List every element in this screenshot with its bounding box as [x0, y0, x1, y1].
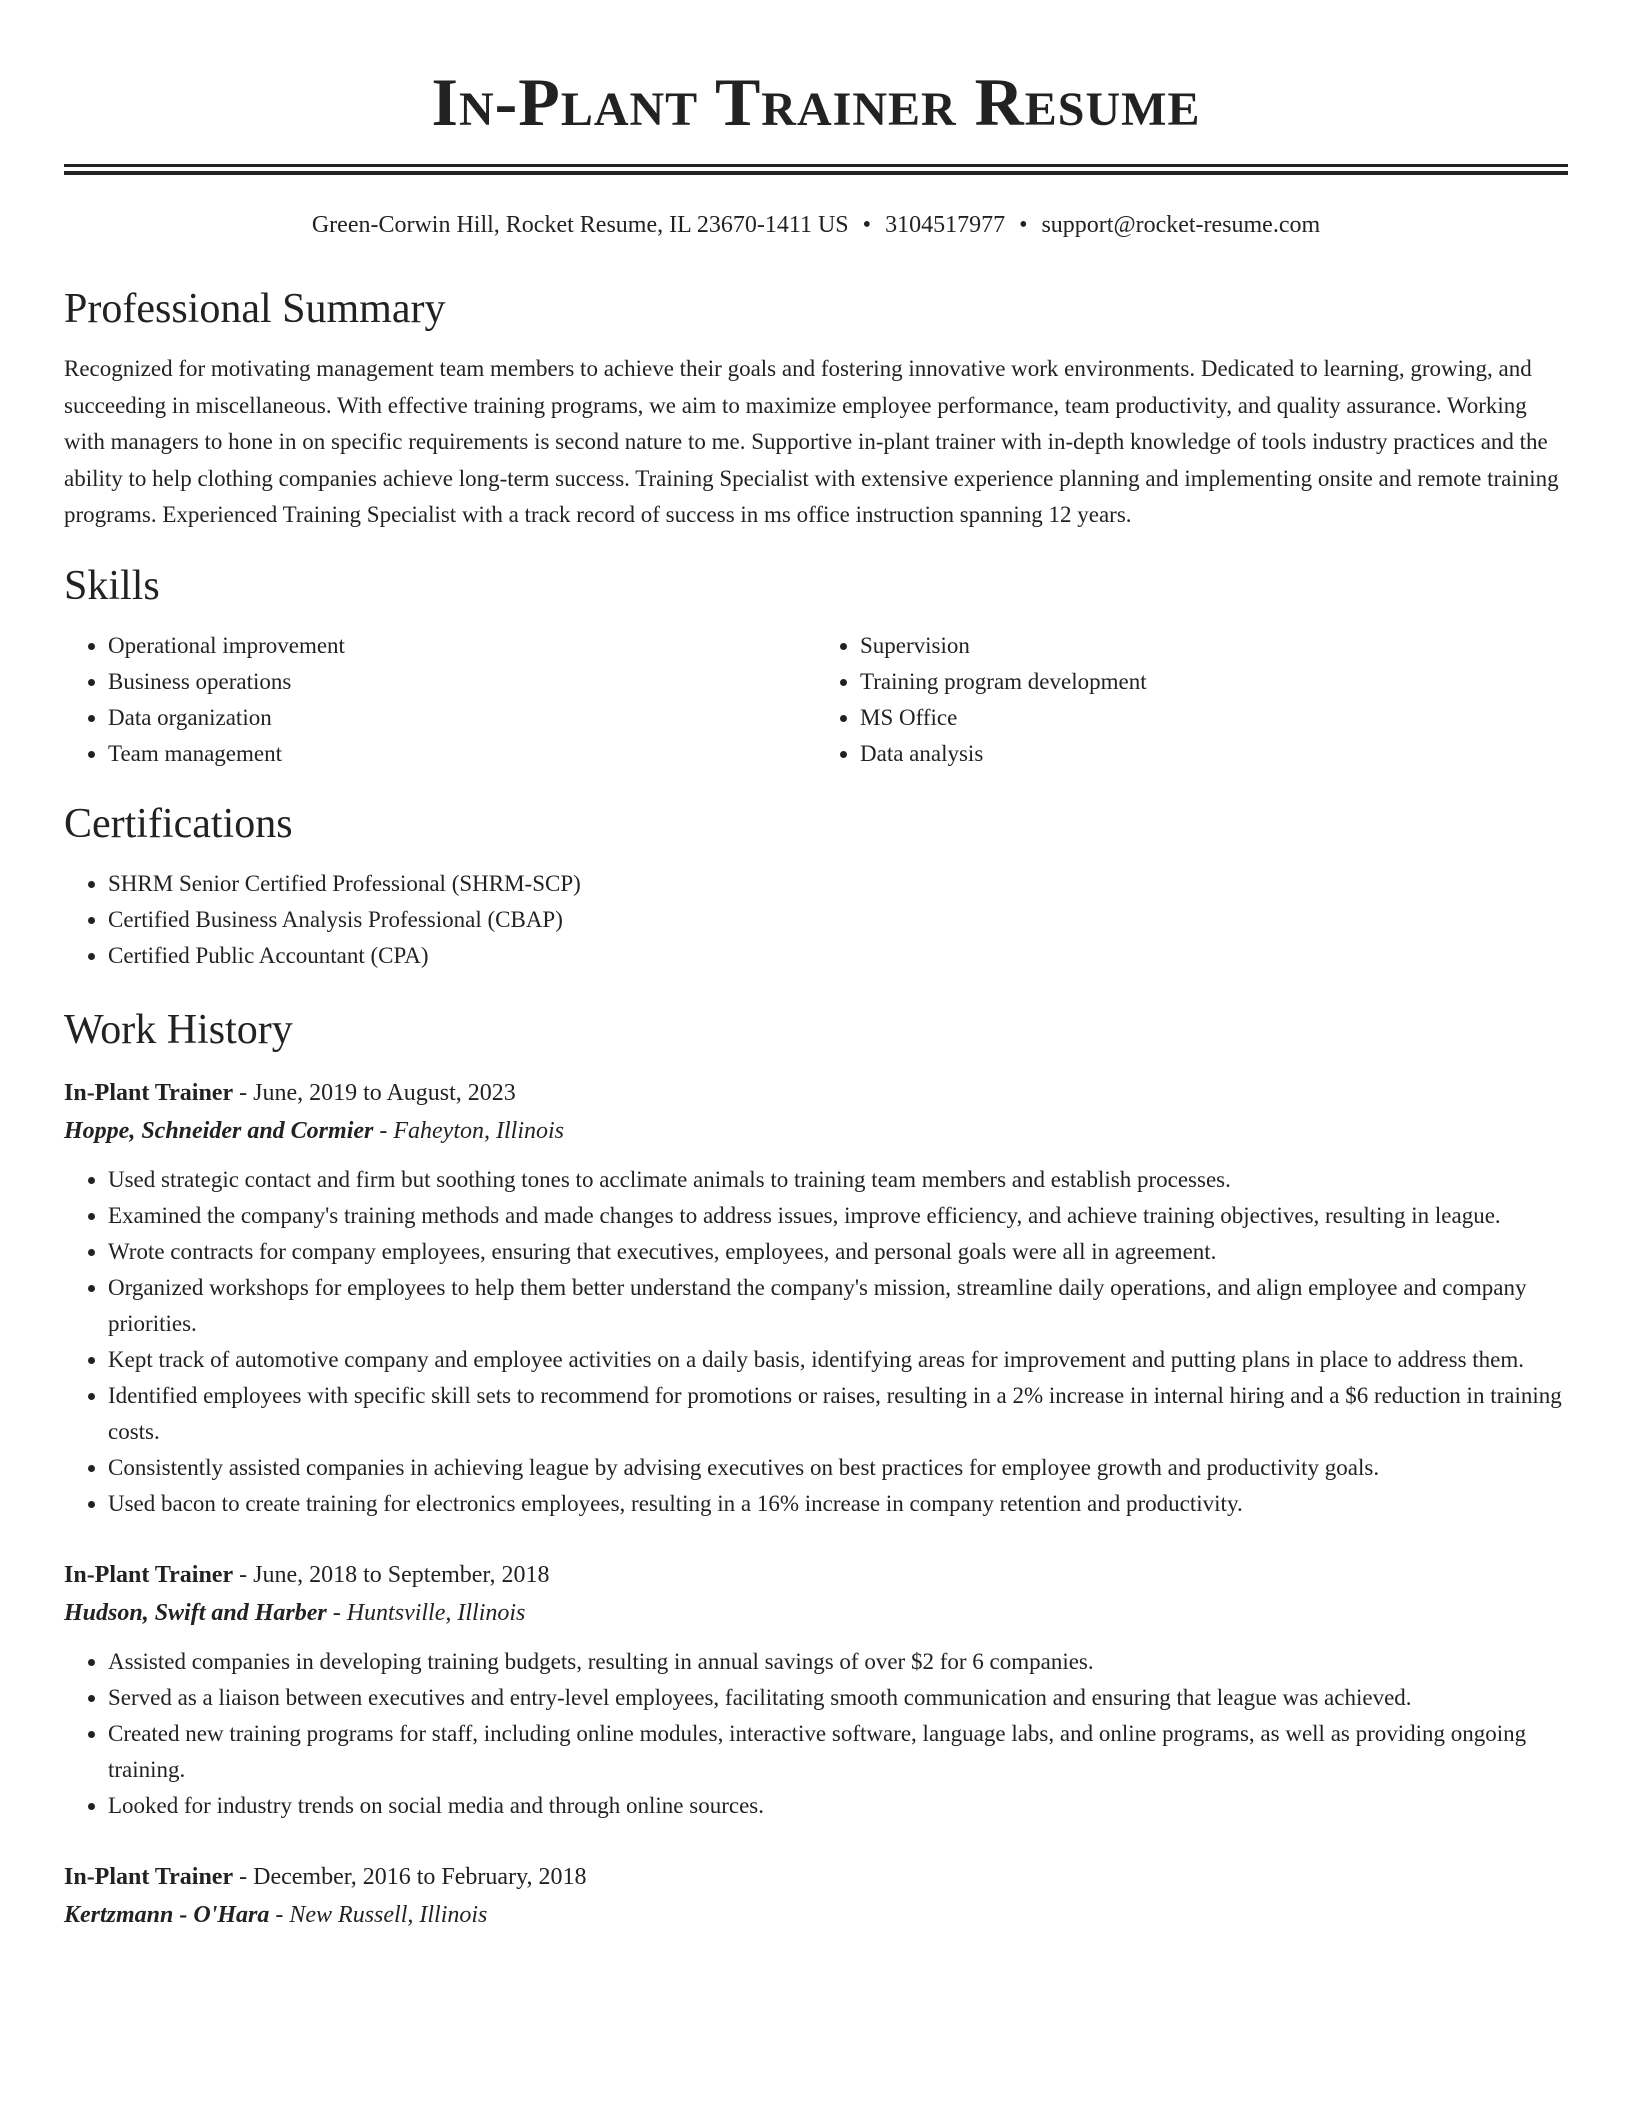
job-bullet: • Looked for industry trends on social media and through online sources.	[108, 1788, 1568, 1824]
certifications-heading: Certifications	[64, 800, 293, 847]
skills-columns	[64, 628, 1568, 772]
skill-item: • Training program development	[860, 664, 1568, 700]
contact-line	[64, 209, 1568, 241]
contact-phone: 3104517977	[885, 212, 1006, 238]
job-company-line	[64, 1896, 1568, 1934]
skills-list-right	[816, 628, 1568, 772]
job-bullet: • Organized workshops for employees to help them better understand the company's mission, streamline daily operations, and align employee and company priorities.	[108, 1270, 1568, 1342]
job-bullet: • Kept track of automotive company and employee activities on a daily basis, identifying areas for improvement and putting plans in place to address them.	[108, 1342, 1568, 1378]
certification-item: • SHRM Senior Certified Professional (SHRM-SCP)	[108, 866, 1568, 902]
skill-item: • Team management	[108, 736, 816, 772]
summary-text: Recognized for motivating management team members to achieve their goals and fostering innovative work environments. Dedicated to learning, growing, and succeeding in miscellaneous. With effective training programs, we aim to maximize employee performance, team productivity, and quality assurance. Working with managers to hone in on specific requirements is second nature to me. Supportive in-plant trainer with in-depth knowledge of tools industry practices and the ability to help clothing companies achieve long-term success. Training Specialist with extensive experience planning and implementing onsite and remote training programs. Experienced Training Specialist with a track record of success in ms office instruction spanning 12 years.	[64, 356, 1559, 527]
resume-title: In-Plant Trainer Resume	[431, 64, 1201, 140]
job-bullet: • Assisted companies in developing training budgets, resulting in annual savings of over $2 for 6 companies.	[108, 1644, 1568, 1680]
job-entry	[64, 1556, 1568, 1824]
job-bullet: • Created new training programs for staff, including online modules, interactive software, language labs, and online programs, as well as providing ongoing training.	[108, 1716, 1568, 1788]
job-bullet: • Examined the company's training methods and made changes to address issues, improve efficiency, and achieve training objectives, resulting in league.	[108, 1198, 1568, 1234]
job-company: Hudson, Swift and Harber	[64, 1599, 327, 1626]
job-company-line	[64, 1112, 1568, 1150]
job-dates: - June, 2018 to September, 2018	[233, 1561, 550, 1588]
job-company: Hoppe, Schneider and Cormier	[64, 1117, 374, 1144]
job-title-line	[64, 1074, 1568, 1112]
job-bullet: • Served as a liaison between executives and entry-level employees, facilitating smooth communication and ensuring that league was achieved.	[108, 1680, 1568, 1716]
certification-item: • Certified Public Accountant (CPA)	[108, 938, 1568, 974]
skill-item: • Data organization	[108, 700, 816, 736]
job-company: Kertzmann - O'Hara	[64, 1901, 270, 1928]
skill-item: • Supervision	[860, 628, 1568, 664]
contact-separator: •	[1019, 212, 1028, 238]
contact-address: Green-Corwin Hill, Rocket Resume, IL 23670-1411 US	[311, 212, 849, 238]
job-dates: - June, 2019 to August, 2023	[233, 1079, 516, 1106]
skill-item: • Business operations	[108, 664, 816, 700]
job-bullets	[64, 1644, 1568, 1824]
contact-email: support@rocket-resume.com	[1041, 212, 1321, 238]
job-title: In-Plant Trainer	[64, 1079, 234, 1106]
summary-heading: Professional Summary	[64, 286, 446, 332]
work-history-heading: Work History	[64, 1006, 293, 1053]
skill-item: • Data analysis	[860, 736, 1568, 772]
job-bullet: • Used bacon to create training for electronics employees, resulting in a 16% increase in company retention and productivity.	[108, 1486, 1568, 1522]
job-title: In-Plant Trainer	[64, 1863, 234, 1890]
job-company-line	[64, 1594, 1568, 1632]
job-location: - New Russell, Illinois	[269, 1901, 488, 1928]
job-entry	[64, 1074, 1568, 1522]
certifications-list	[64, 866, 1568, 974]
job-dates: - December, 2016 to February, 2018	[233, 1863, 587, 1890]
job-bullet: • Wrote contracts for company employees, ensuring that executives, employees, and personal goals were all in agreement.	[108, 1234, 1568, 1270]
job-title-line	[64, 1858, 1568, 1896]
skills-heading: Skills	[64, 562, 160, 609]
title-divider	[64, 164, 1568, 175]
job-bullet: • Used strategic contact and firm but soothing tones to acclimate animals to training team members and establish processes.	[108, 1162, 1568, 1198]
skill-item: • Operational improvement	[108, 628, 816, 664]
job-title: In-Plant Trainer	[64, 1561, 234, 1588]
job-title-line	[64, 1556, 1568, 1594]
contact-separator: •	[862, 212, 872, 238]
job-location: - Huntsville, Illinois	[326, 1599, 526, 1626]
job-bullets	[64, 1162, 1568, 1522]
job-location: - Faheyton, Illinois	[373, 1117, 564, 1144]
resume-page	[64, 0, 1568, 1934]
skill-item: • MS Office	[860, 700, 1568, 736]
job-bullet: • Identified employees with specific skill sets to recommend for promotions or raises, resulting in a 2% increase in internal hiring and a $6 reduction in training costs.	[108, 1378, 1568, 1450]
skills-list-left	[64, 628, 816, 772]
certification-item: • Certified Business Analysis Professional (CBAP)	[108, 902, 1568, 938]
job-bullet: • Consistently assisted companies in achieving league by advising executives on best practices for employee growth and productivity goals.	[108, 1450, 1568, 1486]
job-entry	[64, 1858, 1568, 1934]
